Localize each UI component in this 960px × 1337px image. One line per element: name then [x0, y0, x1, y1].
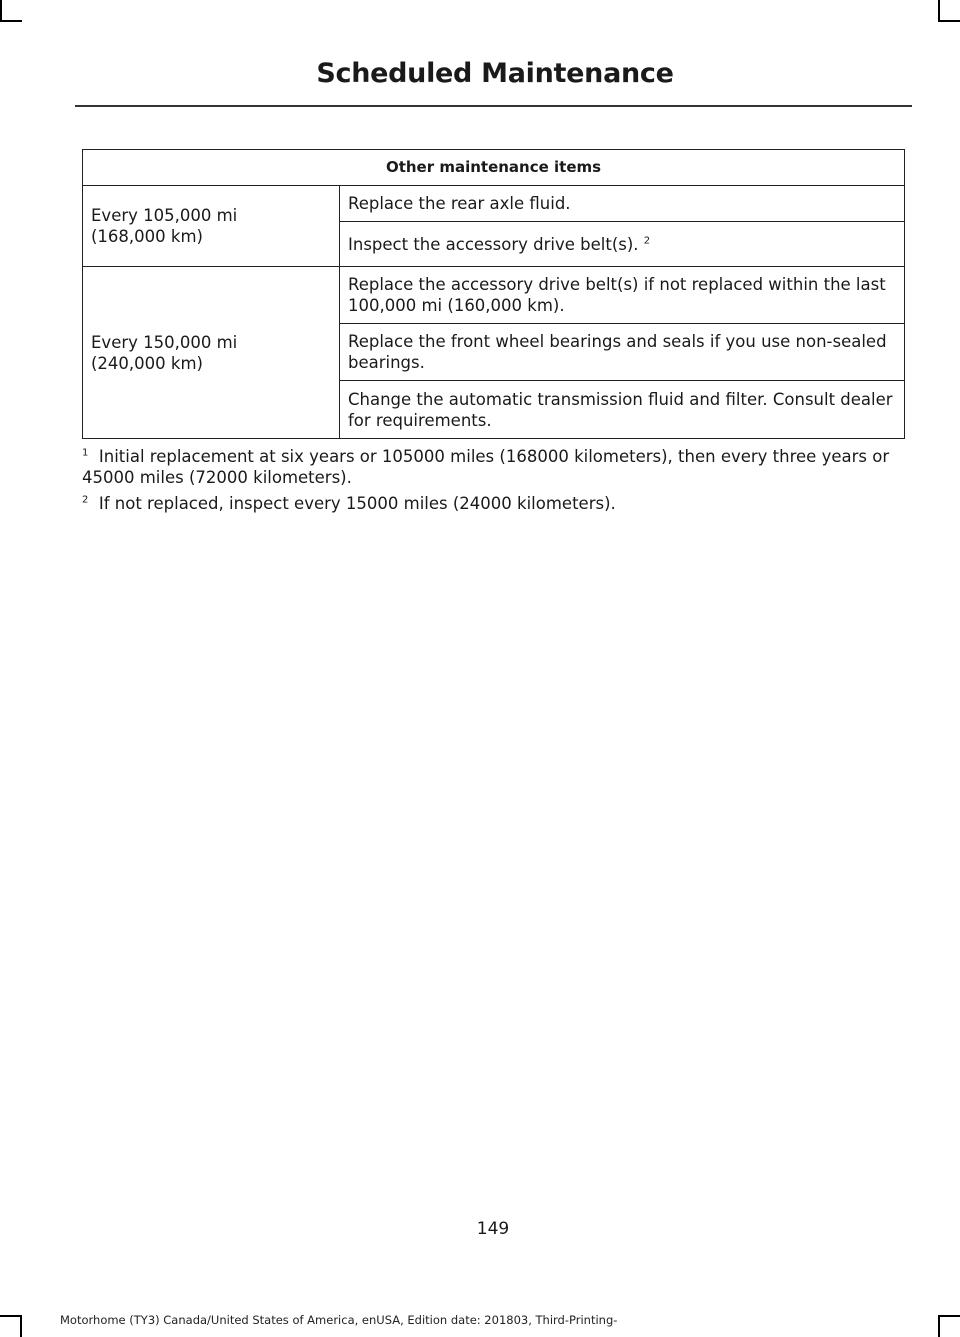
- interval-miles: Every 150,000 mi: [91, 332, 238, 352]
- footnote: $^1$ Initial replacement at six years or 105000 miles (168000 kilometers), then every three years or 45000 miles (72000 kilometers).: [82, 447, 890, 487]
- maintenance-item: Replace the rear axle fluid.: [340, 186, 905, 222]
- table-row: [83, 186, 905, 222]
- page-number: 149: [476, 1219, 510, 1239]
- crop-mark: [0, 1315, 22, 1317]
- crop-mark: [938, 1315, 940, 1337]
- footnote-mark: 2: [82, 494, 89, 506]
- maintenance-item: Replace the accessory drive belt(s) if not replaced within the last 100,000 mi (160,000 km).: [340, 267, 905, 324]
- interval-km: (240,000 km): [91, 353, 203, 373]
- footnotes: [82, 446, 905, 519]
- footnote-mark: 1: [82, 447, 89, 459]
- interval-miles: Every 105,000 mi: [91, 206, 238, 225]
- edition-footer: Motorhome (TY3) Canada/United States of America, enUSA, Edition date: 201803, Third-Printing-: [60, 1313, 618, 1327]
- interval-km: (168,000 km): [91, 227, 203, 246]
- maintenance-item: Change the automatic transmission fluid and filter. Consult dealer for requirements.: [340, 381, 905, 439]
- maintenance-table: [82, 149, 905, 439]
- crop-mark: [938, 1315, 960, 1317]
- footnote: $^2$ If not replaced, inspect every 15000 miles (24000 kilometers).: [82, 494, 616, 513]
- maintenance-item: Replace the front wheel bearings and seals if you use non-sealed bearings.: [340, 324, 905, 381]
- table-heading: Other maintenance items: [83, 150, 905, 186]
- title-divider: [75, 105, 912, 107]
- interval-cell: [83, 267, 340, 439]
- page-title: Scheduled Maintenance: [316, 58, 674, 89]
- maintenance-item: Inspect the accessory drive belt(s). $^2$: [340, 222, 905, 267]
- crop-mark: [0, 20, 22, 22]
- interval-cell: [83, 186, 340, 267]
- crop-mark: [20, 1315, 22, 1337]
- crop-mark: [938, 0, 940, 22]
- crop-mark: [0, 0, 2, 22]
- crop-mark: [938, 20, 960, 22]
- table-header-row: [83, 150, 905, 186]
- table-row: [83, 267, 905, 324]
- footnote-ref: 2: [643, 235, 651, 246]
